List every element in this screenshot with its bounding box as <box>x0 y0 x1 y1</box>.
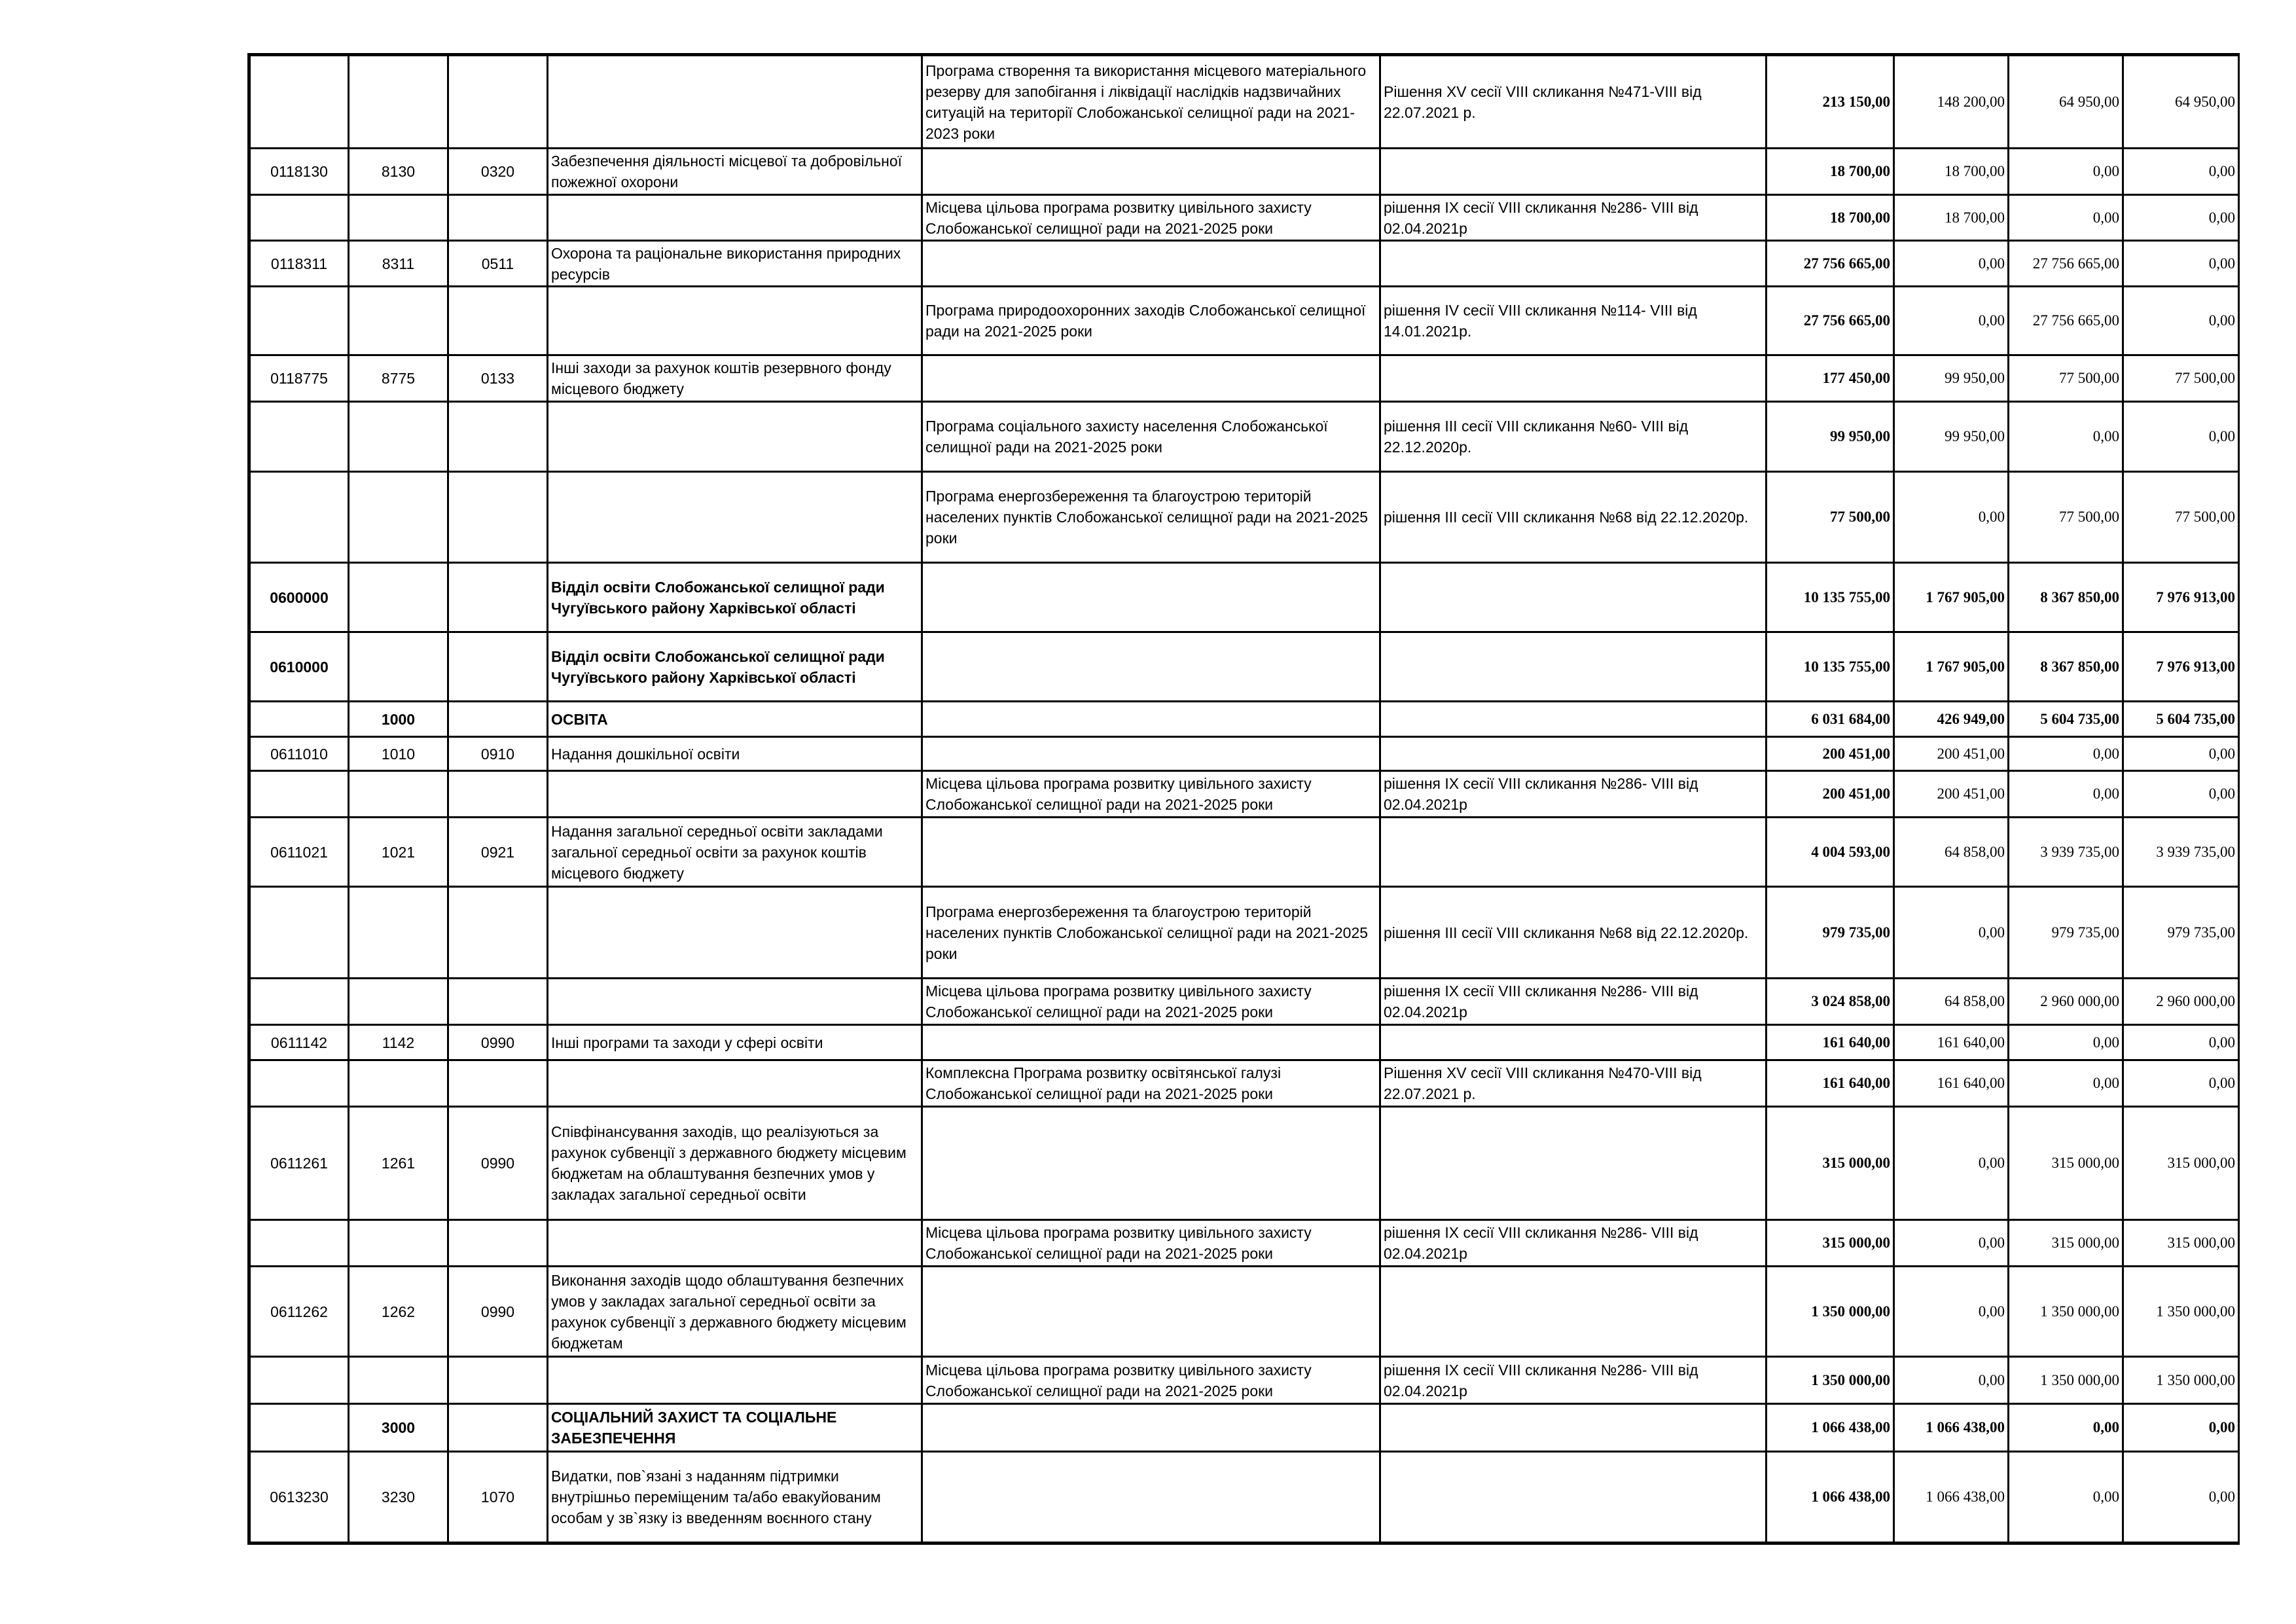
table-row <box>249 195 2239 241</box>
decision-details-cell <box>1380 1025 1767 1060</box>
kfkvk-code-cell: 0990 <box>448 1107 548 1220</box>
special-fund-cell: 77 500,00 <box>2009 355 2123 402</box>
kpkvk-code-cell: 0611010 <box>249 737 349 771</box>
development-budget-cell: 7 976 913,00 <box>2123 632 2239 702</box>
tpkvk-code-cell: 8775 <box>349 355 448 402</box>
decision-details-cell <box>1380 1404 1767 1452</box>
decision-details-cell: рішення III сесії VIII скликання №60- VIII від 22.12.2020р. <box>1380 402 1767 472</box>
special-fund-cell: 315 000,00 <box>2009 1220 2123 1267</box>
special-fund-cell: 1 350 000,00 <box>2009 1267 2123 1357</box>
kpkvk-code-cell: 0118775 <box>249 355 349 402</box>
kpkvk-code-cell: 0118130 <box>249 149 349 195</box>
general-fund-cell: 64 858,00 <box>1894 979 2009 1025</box>
development-budget-cell: 0,00 <box>2123 737 2239 771</box>
development-budget-cell: 0,00 <box>2123 241 2239 287</box>
total-amount-cell: 4 004 593,00 <box>1767 818 1894 887</box>
expense-name-cell <box>548 1357 922 1404</box>
program-name-cell: Місцева цільова програма розвитку цивільного захисту Слобожанської селищної ради на 2021-2025 роки <box>922 1357 1380 1404</box>
kfkvk-code-cell: 0990 <box>448 1025 548 1060</box>
development-budget-cell: 77 500,00 <box>2123 472 2239 563</box>
development-budget-cell: 0,00 <box>2123 287 2239 355</box>
development-budget-cell: 0,00 <box>2123 195 2239 241</box>
general-fund-cell: 161 640,00 <box>1894 1025 2009 1060</box>
table-row <box>249 1267 2239 1357</box>
decision-details-cell: рішення IX сесії VIII скликання №286- VIII від 02.04.2021р <box>1380 979 1767 1025</box>
development-budget-cell: 315 000,00 <box>2123 1220 2239 1267</box>
kpkvk-code-cell <box>249 402 349 472</box>
development-budget-cell: 7 976 913,00 <box>2123 563 2239 632</box>
kpkvk-code-cell <box>249 1060 349 1107</box>
kfkvk-code-cell <box>448 1060 548 1107</box>
table-row <box>249 241 2239 287</box>
special-fund-cell: 5 604 735,00 <box>2009 702 2123 737</box>
development-budget-cell: 315 000,00 <box>2123 1107 2239 1220</box>
general-fund-cell: 18 700,00 <box>1894 149 2009 195</box>
program-name-cell <box>922 1404 1380 1452</box>
kpkvk-code-cell <box>249 771 349 818</box>
kfkvk-code-cell: 0511 <box>448 241 548 287</box>
decision-details-cell <box>1380 1107 1767 1220</box>
general-fund-cell: 0,00 <box>1894 1267 2009 1357</box>
decision-details-cell <box>1380 1452 1767 1543</box>
special-fund-cell: 64 950,00 <box>2009 55 2123 149</box>
general-fund-cell: 0,00 <box>1894 472 2009 563</box>
program-name-cell: Місцева цільова програма розвитку цивільного захисту Слобожанської селищної ради на 2021-2025 роки <box>922 771 1380 818</box>
special-fund-cell: 8 367 850,00 <box>2009 632 2123 702</box>
general-fund-cell: 1 066 438,00 <box>1894 1404 2009 1452</box>
total-amount-cell: 177 450,00 <box>1767 355 1894 402</box>
total-amount-cell: 6 031 684,00 <box>1767 702 1894 737</box>
kfkvk-code-cell <box>448 979 548 1025</box>
development-budget-cell: 979 735,00 <box>2123 887 2239 979</box>
general-fund-cell: 0,00 <box>1894 887 2009 979</box>
decision-details-cell <box>1380 355 1767 402</box>
kpkvk-code-cell <box>249 702 349 737</box>
total-amount-cell: 18 700,00 <box>1767 149 1894 195</box>
table-row <box>249 149 2239 195</box>
expense-name-cell <box>548 287 922 355</box>
decision-details-cell <box>1380 241 1767 287</box>
expense-name-cell: Виконання заходів щодо облаштування безпечних умов у закладах загальної середньої освіти за рахунок субвенції з державного бюджету місцевим бюджетам <box>548 1267 922 1357</box>
tpkvk-code-cell: 1142 <box>349 1025 448 1060</box>
kpkvk-code-cell <box>249 887 349 979</box>
tpkvk-code-cell <box>349 472 448 563</box>
kfkvk-code-cell <box>448 1357 548 1404</box>
program-name-cell <box>922 702 1380 737</box>
table-row <box>249 702 2239 737</box>
total-amount-cell: 99 950,00 <box>1767 402 1894 472</box>
general-fund-cell: 200 451,00 <box>1894 771 2009 818</box>
decision-details-cell <box>1380 632 1767 702</box>
tpkvk-code-cell <box>349 632 448 702</box>
development-budget-cell: 2 960 000,00 <box>2123 979 2239 1025</box>
general-fund-cell: 1 767 905,00 <box>1894 632 2009 702</box>
general-fund-cell: 0,00 <box>1894 287 2009 355</box>
total-amount-cell: 161 640,00 <box>1767 1060 1894 1107</box>
kpkvk-code-cell <box>249 1357 349 1404</box>
total-amount-cell: 200 451,00 <box>1767 737 1894 771</box>
kpkvk-code-cell <box>249 979 349 1025</box>
program-name-cell: Комплексна Програма розвитку освітянської галузі Слобожанської селищної ради на 2021-2025 роки <box>922 1060 1380 1107</box>
general-fund-cell: 1 767 905,00 <box>1894 563 2009 632</box>
tpkvk-code-cell <box>349 55 448 149</box>
total-amount-cell: 1 350 000,00 <box>1767 1267 1894 1357</box>
program-name-cell <box>922 1267 1380 1357</box>
expense-name-cell <box>548 472 922 563</box>
expense-name-cell <box>548 979 922 1025</box>
tpkvk-code-cell: 3000 <box>349 1404 448 1452</box>
special-fund-cell: 0,00 <box>2009 1025 2123 1060</box>
expense-name-cell: Надання загальної середньої освіти закладами загальної середньої освіти за рахунок коштів місцевого бюджету <box>548 818 922 887</box>
general-fund-cell: 1 066 438,00 <box>1894 1452 2009 1543</box>
development-budget-cell: 0,00 <box>2123 1025 2239 1060</box>
kpkvk-code-cell: 0613230 <box>249 1452 349 1543</box>
table-row <box>249 979 2239 1025</box>
tpkvk-code-cell: 1261 <box>349 1107 448 1220</box>
kpkvk-code-cell: 0611021 <box>249 818 349 887</box>
kpkvk-code-cell <box>249 1404 349 1452</box>
total-amount-cell: 27 756 665,00 <box>1767 287 1894 355</box>
kpkvk-code-cell: 0611142 <box>249 1025 349 1060</box>
decision-details-cell <box>1380 149 1767 195</box>
program-name-cell <box>922 355 1380 402</box>
kpkvk-code-cell: 0611262 <box>249 1267 349 1357</box>
kfkvk-code-cell: 0910 <box>448 737 548 771</box>
program-name-cell: Програма природоохоронних заходів Слобожанської селищної ради на 2021-2025 роки <box>922 287 1380 355</box>
general-fund-cell: 0,00 <box>1894 1220 2009 1267</box>
tpkvk-code-cell <box>349 887 448 979</box>
program-name-cell <box>922 1452 1380 1543</box>
table-row <box>249 355 2239 402</box>
expense-name-cell: Видатки, пов`язані з наданням підтримки внутрішньо переміщеним та/або евакуйованим особам у зв`язку із введенням воєнного стану <box>548 1452 922 1543</box>
total-amount-cell: 1 350 000,00 <box>1767 1357 1894 1404</box>
development-budget-cell: 5 604 735,00 <box>2123 702 2239 737</box>
expense-name-cell: Охорона та раціональне використання природних ресурсів <box>548 241 922 287</box>
decision-details-cell: Рішення XV сесії VIII скликання №471-VIII від 22.07.2021 р. <box>1380 55 1767 149</box>
program-name-cell <box>922 1107 1380 1220</box>
program-name-cell: Місцева цільова програма розвитку цивільного захисту Слобожанської селищної ради на 2021-2025 роки <box>922 195 1380 241</box>
expense-name-cell: Інші заходи за рахунок коштів резервного фонду місцевого бюджету <box>548 355 922 402</box>
program-name-cell <box>922 818 1380 887</box>
kfkvk-code-cell <box>448 55 548 149</box>
tpkvk-code-cell: 1021 <box>349 818 448 887</box>
table-row <box>249 818 2239 887</box>
special-fund-cell: 0,00 <box>2009 737 2123 771</box>
decision-details-cell: Рішення XV сесії VIII скликання №470-VIII від 22.07.2021 р. <box>1380 1060 1767 1107</box>
decision-details-cell <box>1380 702 1767 737</box>
general-fund-cell: 200 451,00 <box>1894 737 2009 771</box>
table-row <box>249 55 2239 149</box>
expense-name-cell: Співфінансування заходів, що реалізуються за рахунок субвенції з державного бюджету місцевим бюджетам на облаштування безпечних умов у закладах загальної середньої освіти <box>548 1107 922 1220</box>
special-fund-cell: 0,00 <box>2009 402 2123 472</box>
table-row <box>249 287 2239 355</box>
decision-details-cell: рішення IX сесії VIII скликання №286- VIII від 02.04.2021р <box>1380 771 1767 818</box>
program-name-cell <box>922 149 1380 195</box>
kpkvk-code-cell <box>249 287 349 355</box>
tpkvk-code-cell: 8311 <box>349 241 448 287</box>
kpkvk-code-cell: 0600000 <box>249 563 349 632</box>
table-row <box>249 402 2239 472</box>
tpkvk-code-cell <box>349 563 448 632</box>
kfkvk-code-cell <box>448 563 548 632</box>
expense-name-cell: Інші програми та заходи у сфері освіти <box>548 1025 922 1060</box>
special-fund-cell: 8 367 850,00 <box>2009 563 2123 632</box>
special-fund-cell: 0,00 <box>2009 1452 2123 1543</box>
kpkvk-code-cell <box>249 195 349 241</box>
special-fund-cell: 77 500,00 <box>2009 472 2123 563</box>
kpkvk-code-cell <box>249 472 349 563</box>
tpkvk-code-cell <box>349 771 448 818</box>
development-budget-cell: 1 350 000,00 <box>2123 1357 2239 1404</box>
decision-details-cell: рішення III сесії VIII скликання №68 від 22.12.2020р. <box>1380 472 1767 563</box>
table-row <box>249 1107 2239 1220</box>
special-fund-cell: 3 939 735,00 <box>2009 818 2123 887</box>
kfkvk-code-cell <box>448 771 548 818</box>
total-amount-cell: 3 024 858,00 <box>1767 979 1894 1025</box>
kfkvk-code-cell <box>448 632 548 702</box>
expense-name-cell: Надання дошкільної освіти <box>548 737 922 771</box>
program-name-cell <box>922 1025 1380 1060</box>
program-name-cell: Програма енергозбереження та благоустрою територій населених пунктів Слобожанської селищної ради на 2021-2025 роки <box>922 472 1380 563</box>
development-budget-cell: 0,00 <box>2123 402 2239 472</box>
table-row <box>249 737 2239 771</box>
tpkvk-code-cell: 1000 <box>349 702 448 737</box>
kpkvk-code-cell: 0611261 <box>249 1107 349 1220</box>
general-fund-cell: 0,00 <box>1894 1357 2009 1404</box>
development-budget-cell: 0,00 <box>2123 149 2239 195</box>
program-name-cell: Програма енергозбереження та благоустрою територій населених пунктів Слобожанської селищної ради на 2021-2025 роки <box>922 887 1380 979</box>
decision-details-cell: рішення IX сесії VIII скликання №286- VIII від 02.04.2021р <box>1380 1220 1767 1267</box>
program-name-cell: Програма соціального захисту населення Слобожанської селищної ради на 2021-2025 роки <box>922 402 1380 472</box>
table-row <box>249 1060 2239 1107</box>
program-name-cell <box>922 241 1380 287</box>
tpkvk-code-cell <box>349 979 448 1025</box>
tpkvk-code-cell <box>349 1220 448 1267</box>
total-amount-cell: 10 135 755,00 <box>1767 632 1894 702</box>
kfkvk-code-cell <box>448 287 548 355</box>
development-budget-cell: 3 939 735,00 <box>2123 818 2239 887</box>
table-row <box>249 632 2239 702</box>
total-amount-cell: 315 000,00 <box>1767 1107 1894 1220</box>
table-row <box>249 887 2239 979</box>
table-row <box>249 472 2239 563</box>
decision-details-cell: рішення IX сесії VIII скликання №286- VIII від 02.04.2021р <box>1380 1357 1767 1404</box>
decision-details-cell: рішення III сесії VIII скликання №68 від 22.12.2020р. <box>1380 887 1767 979</box>
expense-name-cell: СОЦІАЛЬНИЙ ЗАХИСТ ТА СОЦІАЛЬНЕ ЗАБЕЗПЕЧЕННЯ <box>548 1404 922 1452</box>
development-budget-cell: 1 350 000,00 <box>2123 1267 2239 1357</box>
total-amount-cell: 200 451,00 <box>1767 771 1894 818</box>
special-fund-cell: 1 350 000,00 <box>2009 1357 2123 1404</box>
total-amount-cell: 77 500,00 <box>1767 472 1894 563</box>
program-name-cell: Програма створення та використання місцевого матеріального резерву для запобігання і ліквідації наслідків надзвичайних ситуацій на території Слобожанської селищної ради на 2021-2023 роки <box>922 55 1380 149</box>
decision-details-cell: рішення IV сесії VIII скликання №114- VIII від 14.01.2021р. <box>1380 287 1767 355</box>
expense-name-cell <box>548 887 922 979</box>
special-fund-cell: 0,00 <box>2009 1060 2123 1107</box>
decision-details-cell <box>1380 563 1767 632</box>
total-amount-cell: 1 066 438,00 <box>1767 1452 1894 1543</box>
special-fund-cell: 27 756 665,00 <box>2009 241 2123 287</box>
program-name-cell <box>922 737 1380 771</box>
expense-name-cell: ОСВІТА <box>548 702 922 737</box>
kfkvk-code-cell <box>448 887 548 979</box>
special-fund-cell: 979 735,00 <box>2009 887 2123 979</box>
special-fund-cell: 0,00 <box>2009 149 2123 195</box>
expense-name-cell: Забезпечення діяльності місцевої та добровільної пожежної охорони <box>548 149 922 195</box>
kfkvk-code-cell <box>448 472 548 563</box>
expense-name-cell: Відділ освіти Слобожанської селищної ради Чугуївського району Харківської області <box>548 632 922 702</box>
kpkvk-code-cell: 0118311 <box>249 241 349 287</box>
development-budget-cell: 0,00 <box>2123 1404 2239 1452</box>
table-row <box>249 1025 2239 1060</box>
general-fund-cell: 99 950,00 <box>1894 355 2009 402</box>
general-fund-cell: 148 200,00 <box>1894 55 2009 149</box>
special-fund-cell: 2 960 000,00 <box>2009 979 2123 1025</box>
expense-name-cell <box>548 1060 922 1107</box>
tpkvk-code-cell: 1262 <box>349 1267 448 1357</box>
total-amount-cell: 213 150,00 <box>1767 55 1894 149</box>
development-budget-cell: 64 950,00 <box>2123 55 2239 149</box>
total-amount-cell: 315 000,00 <box>1767 1220 1894 1267</box>
expense-name-cell <box>548 402 922 472</box>
special-fund-cell: 0,00 <box>2009 771 2123 818</box>
kpkvk-code-cell: 0610000 <box>249 632 349 702</box>
expense-name-cell <box>548 1220 922 1267</box>
tpkvk-code-cell <box>349 1357 448 1404</box>
special-fund-cell: 27 756 665,00 <box>2009 287 2123 355</box>
tpkvk-code-cell <box>349 1060 448 1107</box>
kfkvk-code-cell: 0990 <box>448 1267 548 1357</box>
table-row <box>249 563 2239 632</box>
tpkvk-code-cell <box>349 195 448 241</box>
kpkvk-code-cell <box>249 55 349 149</box>
kfkvk-code-cell: 0921 <box>448 818 548 887</box>
expense-name-cell <box>548 195 922 241</box>
kfkvk-code-cell <box>448 702 548 737</box>
development-budget-cell: 0,00 <box>2123 1060 2239 1107</box>
expense-name-cell: Відділ освіти Слобожанської селищної ради Чугуївського району Харківської області <box>548 563 922 632</box>
general-fund-cell: 0,00 <box>1894 1107 2009 1220</box>
table-row <box>249 1452 2239 1543</box>
program-name-cell: Місцева цільова програма розвитку цивільного захисту Слобожанської селищної ради на 2021-2025 роки <box>922 979 1380 1025</box>
total-amount-cell: 1 066 438,00 <box>1767 1404 1894 1452</box>
table-row <box>249 1220 2239 1267</box>
kfkvk-code-cell <box>448 1404 548 1452</box>
general-fund-cell: 0,00 <box>1894 241 2009 287</box>
development-budget-cell: 0,00 <box>2123 1452 2239 1543</box>
general-fund-cell: 18 700,00 <box>1894 195 2009 241</box>
general-fund-cell: 64 858,00 <box>1894 818 2009 887</box>
tpkvk-code-cell: 8130 <box>349 149 448 195</box>
program-name-cell: Місцева цільова програма розвитку цивільного захисту Слобожанської селищної ради на 2021-2025 роки <box>922 1220 1380 1267</box>
total-amount-cell: 979 735,00 <box>1767 887 1894 979</box>
development-budget-cell: 0,00 <box>2123 771 2239 818</box>
table-row <box>249 771 2239 818</box>
special-fund-cell: 0,00 <box>2009 1404 2123 1452</box>
table-row <box>249 1404 2239 1452</box>
decision-details-cell <box>1380 818 1767 887</box>
expense-name-cell <box>548 771 922 818</box>
kfkvk-code-cell <box>448 195 548 241</box>
budget-programs-table <box>247 53 2240 1545</box>
tpkvk-code-cell: 3230 <box>349 1452 448 1543</box>
tpkvk-code-cell: 1010 <box>349 737 448 771</box>
expense-name-cell <box>548 55 922 149</box>
decision-details-cell: рішення IX сесії VIII скликання №286- VIII від 02.04.2021р <box>1380 195 1767 241</box>
program-name-cell <box>922 563 1380 632</box>
decision-details-cell <box>1380 1267 1767 1357</box>
total-amount-cell: 18 700,00 <box>1767 195 1894 241</box>
total-amount-cell: 27 756 665,00 <box>1767 241 1894 287</box>
total-amount-cell: 161 640,00 <box>1767 1025 1894 1060</box>
total-amount-cell: 10 135 755,00 <box>1767 563 1894 632</box>
development-budget-cell: 77 500,00 <box>2123 355 2239 402</box>
general-fund-cell: 161 640,00 <box>1894 1060 2009 1107</box>
table-row <box>249 1357 2239 1404</box>
tpkvk-code-cell <box>349 287 448 355</box>
program-name-cell <box>922 632 1380 702</box>
decision-details-cell <box>1380 737 1767 771</box>
kfkvk-code-cell <box>448 1220 548 1267</box>
general-fund-cell: 426 949,00 <box>1894 702 2009 737</box>
tpkvk-code-cell <box>349 402 448 472</box>
kfkvk-code-cell <box>448 402 548 472</box>
special-fund-cell: 315 000,00 <box>2009 1107 2123 1220</box>
kfkvk-code-cell: 1070 <box>448 1452 548 1543</box>
kpkvk-code-cell <box>249 1220 349 1267</box>
kfkvk-code-cell: 0133 <box>448 355 548 402</box>
general-fund-cell: 99 950,00 <box>1894 402 2009 472</box>
special-fund-cell: 0,00 <box>2009 195 2123 241</box>
kfkvk-code-cell: 0320 <box>448 149 548 195</box>
